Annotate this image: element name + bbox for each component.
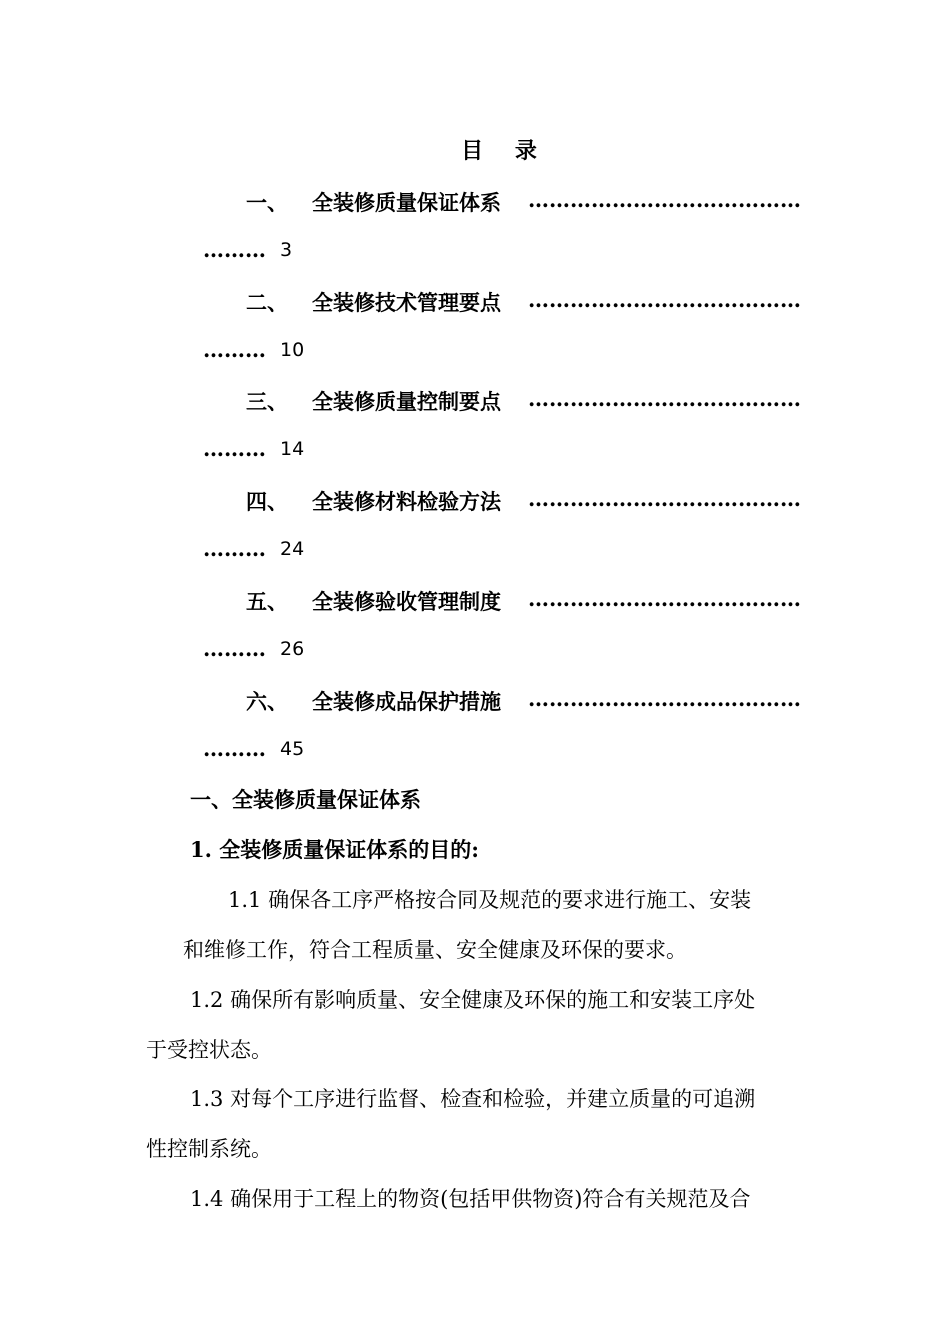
- paragraph-line: 1.3 对每个工序进行监督、检查和检验，并建立质量的可追溯: [190, 1087, 756, 1111]
- toc-leader-dots-continued: ………: [203, 237, 266, 262]
- toc-entry-number: 四、: [246, 489, 288, 514]
- toc-entry-number: 五、: [246, 589, 288, 614]
- toc-leader-dots-continued: ………: [203, 436, 266, 461]
- toc-leader-dots: …………………………………: [528, 187, 801, 212]
- paragraph-line: 于受控状态。: [146, 1038, 272, 1062]
- toc-entry-number: 六、: [246, 689, 288, 714]
- toc-entry-page: 45: [280, 738, 305, 760]
- toc-leader-dots-continued: ………: [203, 337, 266, 362]
- toc-title: 目 录: [461, 138, 549, 164]
- toc-entry-label: 全装修质量保证体系: [312, 190, 501, 215]
- toc-entry-label: 全装修质量控制要点: [312, 389, 501, 414]
- toc-entry-number: 二、: [246, 290, 288, 315]
- toc-entry-page: 24: [280, 538, 305, 560]
- toc-entry-page: 10: [280, 339, 305, 361]
- toc-leader-dots: …………………………………: [528, 287, 801, 312]
- toc-leader-dots-continued: ………: [203, 636, 266, 661]
- toc-leader-dots-continued: ………: [203, 736, 266, 761]
- toc-entry-page: 26: [280, 638, 305, 660]
- toc-entry-number: 一、: [246, 190, 288, 215]
- toc-leader-dots: …………………………………: [528, 586, 801, 611]
- subsection-heading: 1. 全装修质量保证体系的目的:: [190, 837, 479, 862]
- toc-entry-label: 全装修材料检验方法: [312, 489, 501, 514]
- paragraph-line: 1.1 确保各工序严格按合同及规范的要求进行施工、安装: [228, 888, 752, 912]
- toc-entry-number: 三、: [246, 389, 288, 414]
- toc-entry-label: 全装修验收管理制度: [312, 589, 501, 614]
- paragraph-line: 1.2 确保所有影响质量、安全健康及环保的施工和安装工序处: [190, 988, 756, 1012]
- toc-leader-dots-continued: ………: [203, 536, 266, 561]
- toc-leader-dots: …………………………………: [528, 686, 801, 711]
- toc-entry-label: 全装修技术管理要点: [312, 290, 501, 315]
- paragraph-line: 1.4 确保用于工程上的物资(包括甲供物资)符合有关规范及合: [190, 1187, 751, 1211]
- toc-leader-dots: …………………………………: [528, 486, 801, 511]
- paragraph-line: 性控制系统。: [146, 1137, 272, 1161]
- toc-entry-page: 3: [280, 239, 293, 261]
- toc-entry-label: 全装修成品保护措施: [312, 689, 501, 714]
- paragraph-line: 和维修工作，符合工程质量、安全健康及环保的要求。: [183, 938, 687, 962]
- toc-leader-dots: …………………………………: [528, 386, 801, 411]
- toc-entry-page: 14: [280, 438, 305, 460]
- section-heading: 一、全装修质量保证体系: [190, 787, 421, 812]
